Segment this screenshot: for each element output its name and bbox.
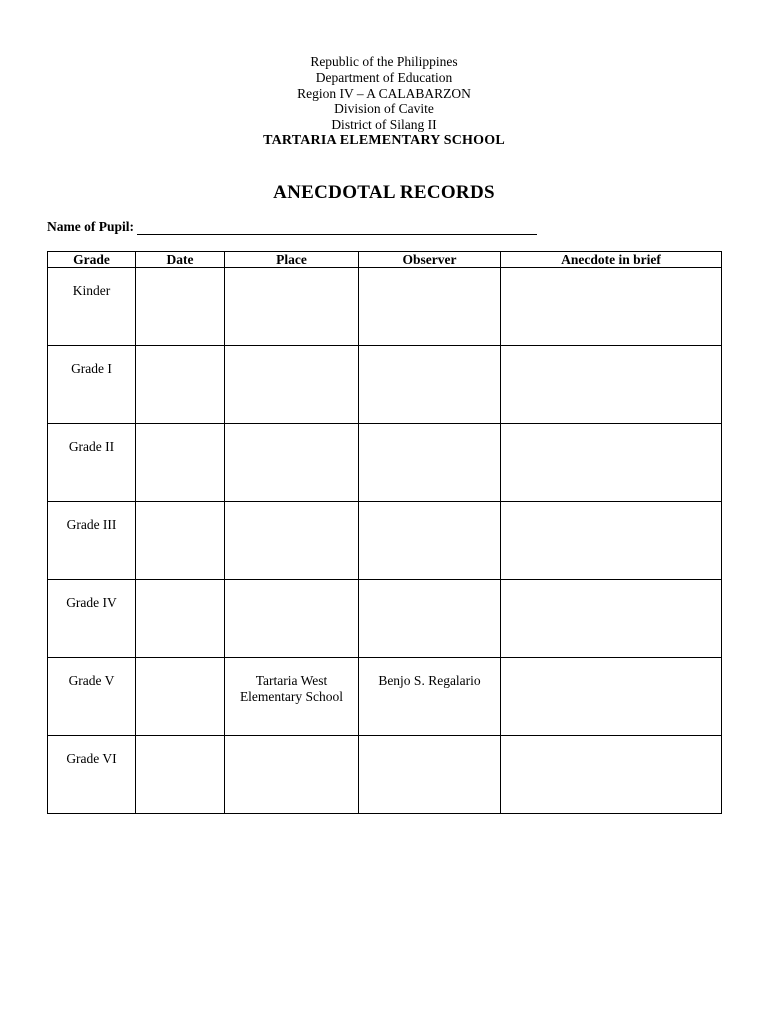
cell-place[interactable] <box>225 736 359 814</box>
table-row <box>48 658 722 736</box>
cell-observer[interactable] <box>359 424 501 502</box>
header-division: Division of Cavite <box>334 101 434 117</box>
header-region: Region IV – A CALABARZON <box>297 85 471 101</box>
anecdotal-records-table <box>47 251 722 814</box>
page-title: ANECDOTAL RECORDS <box>273 182 495 203</box>
pupil-name-field[interactable] <box>137 220 537 235</box>
column-header-grade: Grade <box>48 252 136 268</box>
column-header-date: Date <box>136 252 225 268</box>
cell-grade: Grade II <box>48 424 136 502</box>
header-department: Department of Education <box>315 69 453 85</box>
cell-anecdote[interactable] <box>501 346 722 424</box>
cell-date[interactable] <box>136 346 225 424</box>
cell-place[interactable] <box>225 580 359 658</box>
pupil-name-label: Name of Pupil: <box>47 219 134 234</box>
table-row <box>48 502 722 580</box>
cell-anecdote[interactable] <box>501 658 722 736</box>
cell-place[interactable]: Tartaria West Elementary School <box>225 658 359 736</box>
cell-observer[interactable] <box>359 502 501 580</box>
header-district: District of Silang II <box>331 117 437 133</box>
cell-date[interactable] <box>136 424 225 502</box>
cell-observer[interactable]: Benjo S. Regalario <box>359 658 501 736</box>
cell-date[interactable] <box>136 268 225 346</box>
cell-date[interactable] <box>136 736 225 814</box>
cell-date[interactable] <box>136 580 225 658</box>
cell-grade: Grade III <box>48 502 136 580</box>
header-school: TARTARIA ELEMENTARY SCHOOL <box>263 132 505 148</box>
table-row <box>48 346 722 424</box>
cell-anecdote[interactable] <box>501 268 722 346</box>
cell-anecdote[interactable] <box>501 502 722 580</box>
cell-anecdote[interactable] <box>501 424 722 502</box>
cell-place[interactable] <box>225 424 359 502</box>
table-row <box>48 268 722 346</box>
column-header-observer: Observer <box>359 252 501 268</box>
cell-place[interactable] <box>225 502 359 580</box>
table-row <box>48 424 722 502</box>
table-row <box>48 580 722 658</box>
pupil-name-row <box>47 219 537 235</box>
cell-grade: Grade V <box>48 658 136 736</box>
cell-anecdote[interactable] <box>501 580 722 658</box>
table-header-row <box>48 252 722 268</box>
cell-place[interactable] <box>225 268 359 346</box>
cell-grade: Grade IV <box>48 580 136 658</box>
cell-grade: Kinder <box>48 268 136 346</box>
cell-observer[interactable] <box>359 346 501 424</box>
table-row <box>48 736 722 814</box>
document-header <box>0 54 768 149</box>
cell-observer[interactable] <box>359 736 501 814</box>
header-republic: Republic of the Philippines <box>310 54 458 69</box>
cell-date[interactable] <box>136 658 225 736</box>
column-header-place: Place <box>225 252 359 268</box>
cell-anecdote[interactable] <box>501 736 722 814</box>
cell-date[interactable] <box>136 502 225 580</box>
cell-observer[interactable] <box>359 268 501 346</box>
cell-grade: Grade VI <box>48 736 136 814</box>
cell-place[interactable] <box>225 346 359 424</box>
cell-observer[interactable] <box>359 580 501 658</box>
cell-grade: Grade I <box>48 346 136 424</box>
column-header-anecdote: Anecdote in brief <box>501 252 722 268</box>
